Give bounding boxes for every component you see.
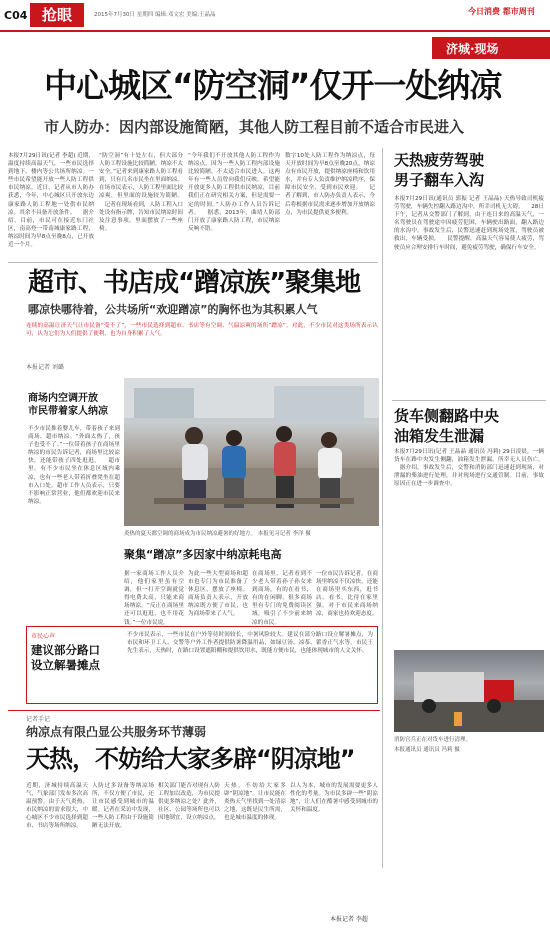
lead-column-4: 数字10处人防工程作为纳凉点，每天开放时间为早8点至晚20点。纳凉点有市民开放，提供纳凉座椅和饮用水，并有专人负责维护纳凉秩序，保障市民安全，受到市民欢迎。 记者了解到，市人防办负责人表示，今后将根据市民需求逐步增加开放纳凉点，为市民提供更多便利。	[285, 153, 375, 216]
sidebar-photo	[394, 650, 544, 732]
commentary-column-5: 以人为本，城市的发展需要更多人性化的考量。为市民多辟一些“阴凉地”，让人们在酷暑中感受到城市的关怀和温度。	[290, 783, 378, 814]
lead-column-1: 本报7月29日讯(记者 李超) 近期，温度持续高温天气，一些市民选择到地下、楼内等公共场所纳凉。一些市民希望能开放一些人防工程供市民纳凉。近日，记者从市人防办获悉，今年，中心城区只开放东边康家路人防工程地一处供市民纳凉。其余不具备开放条件。 据介绍，目前，市民可在接近东门社区，南高登一带南城康家路工程，纳凉时间为早8点至晚8点，已开放近一个月。	[8, 153, 94, 249]
feature-intro: 连续的高温让济天气让市民备“受不了”，一些市民选择到超市、书店等有空调、气温凉爽的场所“蹭凉”。对此，不少市民对这类场所表示认可，认为它们为人们提供了便利，也为自身积累了人气。	[26, 323, 378, 338]
city-tag-label: 济城·现场	[446, 42, 499, 56]
sidebar-story1-body: 本报7月29日讯(通讯员 郭振 记者 王晶晶) 天热导致司机疲劳驾驶，车辆失控翻入路边沟中，所幸司机无大碍。 28日下午，记者从交警部门了解到，由于连日来的高温天气，一名驾驶员在驾驶途中因疲劳犯困，车辆驶出路面，翻入路边的水沟中。事故发生后，民警迅速赶到现场处置，驾驶员被救出，车辆受损。 民警提醒，高温天气容易使人疲劳，驾驶员应合理安排行车时间，避免疲劳驾驶，确保行车安全。	[394, 196, 544, 251]
sidebar-rule-1	[392, 400, 546, 401]
commentary-column-1: 近期，济城持续高温天气，气象部门发布多次高温预警。由于天气炎热，市民纳凉的需求很大，中心城区不少市民选择到超市、书店等场所纳凉。	[26, 783, 88, 830]
box-tag: 市民心声	[31, 633, 56, 640]
sub1-heading: 商场内空调开放 市民带着家人纳凉	[28, 393, 108, 417]
commentary-column-3: 相关部门能否对现有人防工程加以改造，为市民提供更多纳凉之处？此外，社区、公园等场所也可以因地制宜，设立纳凉点。	[158, 783, 220, 822]
page-header	[0, 0, 550, 34]
feature-headline: 超市、书店成“蹭凉族”聚集地	[28, 268, 361, 298]
commentary-column-4: 天热，不妨给大家多辟“阴凉地”。让市民能在炎热天气里找到一处清凉之地，这既是民生所需，也是城市温度的体现。	[224, 783, 286, 822]
lead-bottom-rule	[8, 262, 378, 263]
sub2-column-1: 据一家商场工作人员介绍，他们家里虽有空调，但一打开空调就觉得电费太高，只能来商场纳凉。“反正在商场里还可以逛逛，也不用花钱。”一位市民说。	[124, 571, 184, 626]
lead-headline: 中心城区“防空洞”仅开一处纳凉	[44, 66, 502, 105]
box-headline: 建议部分路口 设立解暑摊点	[31, 643, 100, 672]
sub1-body: 不少市民推着婴儿车，带着孩子来到商场、超市纳凉。“外面太热了，孩子也受不了。”一位带着孩子在商场里纳凉的市民告诉记者，商场里比较凉快，还能带孩子四处逛逛。 超市里，有不少市民坐在休息区域内乘凉，也有一些老人带着折叠凳坐在超市入口处。超市工作人员表示，只要不影响正常营业，他们都欢迎市民来纳凉。	[28, 426, 120, 505]
lead-subtitle: 市人防办：因内部设施简陋，其他人防工程目前不适合市民进入	[44, 118, 465, 136]
feature-subtitle: 哪凉快哪待着，公共场所“欢迎蹭凉”的胸怀也为其积累人气	[28, 303, 318, 316]
header-rule	[0, 30, 550, 32]
commentary-kicker: 纳凉点有限凸显公共服务环节薄弱	[26, 725, 207, 739]
lead-column-3: “今年我们不开放其他人防工程作为纳凉点，因为一些人防工程内部设施比较简陋，不太适合市民进入。这两年有一些人员曾向我们反映，希望能开放更多人防工程供市民纳凉，目前我们正在研究相关方案，但是需要一定的时间。”人防办工作人员告诉记者。 据悉，2013年，曲靖人防部门开放了康家路人防工程，市民纳凉反响不错。	[188, 153, 280, 232]
sidebar-photo-credit: 本报通讯员 通讯员 冯莉 摄	[394, 747, 460, 753]
sub2-heading: 聚集“蹭凉”多因家中纳凉耗电高	[124, 548, 282, 561]
feature-photo-caption: 炎热的夏天都空调的商场成为市民纳凉避暑的好地方。 本报见习记者 李洋 摄	[124, 531, 311, 537]
city-tag	[432, 37, 550, 59]
sub2-column-4: 一位市民告诉记者，在商场里纳凉不仅凉快，还能在商场里买东西，逛书店、看书，比待在家里强。对于市民来商场纳凉，商家也持欢迎态度。	[316, 571, 378, 618]
section-label: 抢眼	[30, 3, 84, 27]
citizen-voice-box	[26, 626, 378, 704]
feature-byline: 本报记者 刘璐	[26, 364, 64, 371]
commentary-column-2: 人防过多设备等纳凉场所，不仅方便了市民，还让市民感受到城市的温暖。记者在采访中发现，一些人防工程由于设施简陋无法开放。	[92, 783, 154, 830]
sidebar-story1-headline: 天热疲劳驾驶 男子翻车入沟	[394, 151, 485, 189]
page-number: C04	[4, 9, 28, 22]
sidebar-story2-body: 本报7月29日讯(记者 王晶晶 通讯员 冯莉) 29日凌晨，一辆货车在路中央发生侧翻，油箱发生泄漏，所幸无人员伤亡。 据介绍，事故发生后，交警和消防部门迅速赶到现场，对泄漏的柴油进行处理，并对现场进行交通管制。目前，事故原因正在进一步调查中。	[394, 449, 544, 488]
issue-meta: 2015年7月30日 星期四 编辑:邓文宏 美编:王晶晶	[94, 12, 216, 18]
truck-scene-image	[394, 650, 544, 732]
sub2-column-2: 为此一些大型商场和超市也专门为市民准备了休息区，摆放了座椅。商场负责人表示，开放纳凉既方便了市民，也为商场带来了人气。	[188, 571, 248, 618]
masthead-logo: 今日消费 都市周刊	[468, 7, 535, 16]
people-in-mall-image	[124, 378, 379, 526]
commentary-signature: 本报记者 李超	[330, 916, 368, 923]
sub2-column-3: 在商场里，记者看到不少老人带着孙子孙女来到商场，有的在看书，有的在闲聊。很多商场里有专门的免费阅读区域，吸引了不少前来纳凉的市民。	[252, 571, 312, 626]
sidebar-photo-caption: 消防官兵正在对货车进行清理。	[394, 737, 472, 743]
commentary-headline: 天热，不妨给大家多辟“阴凉地”	[26, 745, 355, 773]
sidebar-story2-headline: 货车侧翻路中央 油箱发生泄漏	[394, 407, 500, 445]
feature-photo	[124, 378, 379, 526]
commentary-byline: 记者手记	[26, 716, 51, 723]
box-body: 不少市民表示，一些市民在户外等待时间较长，中暑风险较大。建议在部分路口设立解暑摊点，为市民和环卫工人、交警等户外工作者提供防暑降温用品，如绿豆汤、凉茶、藿香正气水等。市民王先生表示，天热时，在路口设置遮阳棚和提供饮用水，既能方便市民，也能体现城市的人文关怀。	[127, 632, 373, 655]
lead-column-2: “防空洞”有十处左右，但大部分人防工程设施比较简陋，纳凉不太安全。”记者来到康家路人防工程看到，只有几名市民坐在里面纳凉。在场市民表示，人防工程里面比较凉爽，但里面的设施较为简陋。 记者在现场看到，人防工程入口处设有指示牌，告知市民纳凉时间及注意事项，里面摆放了一些座椅。	[99, 153, 184, 232]
bottom-rule	[8, 710, 380, 711]
